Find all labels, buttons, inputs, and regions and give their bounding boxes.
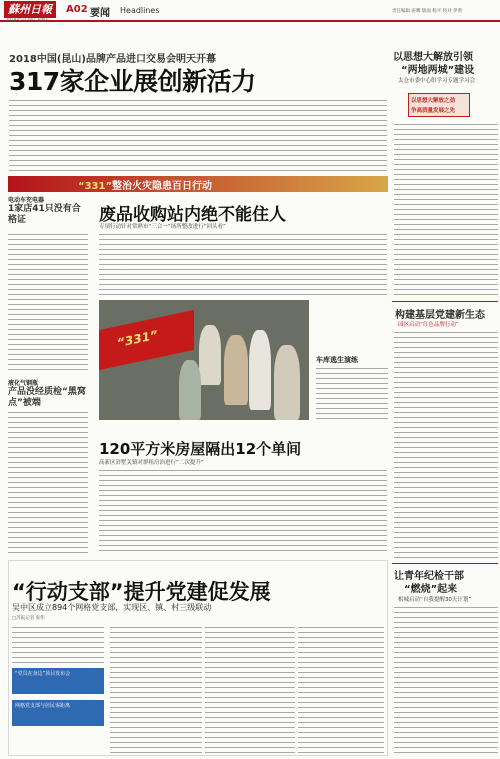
right-story1-sub: 太仓市委中心组学习专题学习会: [398, 78, 476, 84]
right-story3-headline-2: “燃烧”起来: [404, 584, 458, 595]
right-divider-2: [392, 563, 498, 564]
photo-red-banner: “331”: [99, 310, 194, 370]
story3-headline: 120平方米房屋隔出12个单间: [99, 440, 302, 458]
story3-subheadline: 高新区浒墅关镇对群租房治进行“二次提升”: [99, 460, 204, 466]
right-story1-headline-2: “两地两城”建设: [401, 65, 475, 76]
section-title: 要闻: [90, 8, 110, 19]
story2-subheadline: 专项行动针对常熟市“三合一”场所整改进行“回头看”: [99, 224, 226, 230]
right-story3-headline: 让青年纪检干部: [394, 571, 464, 582]
side-item2-title: 液化气钢瓶: [8, 380, 39, 387]
right-story1-headline: 以思想大解放引领: [393, 52, 473, 63]
photo-figure: [224, 335, 248, 405]
bottom-body-col4: [298, 625, 384, 753]
photo-figure: [249, 330, 271, 410]
right-divider: [392, 301, 498, 302]
side-item2-sub: 产品没经质检“黑窝点”被端: [8, 387, 86, 408]
bottom-infobox-2: 网格党支部与居民零距离: [12, 700, 104, 726]
bottom-infobox-1: “党员在身边”项目发布会: [12, 668, 104, 694]
campaign-banner-text: “331”整治火灾隐患百日行动: [78, 181, 213, 192]
lead-body-text: [9, 98, 387, 172]
section-title-en: Headlines: [120, 6, 160, 15]
right-story2-body: [394, 330, 498, 560]
masthead: [0, 0, 500, 22]
bottom-body-col3: [205, 625, 295, 753]
editors-line: 责任编辑 雀鹰 版面 杨平 校对 伊黄: [392, 9, 463, 14]
side-item1-title: 电动车充电器: [8, 197, 45, 204]
lead-headline: 317家企业展创新活力: [9, 67, 256, 96]
story3-body: [99, 468, 387, 554]
bottom-body: [12, 625, 104, 665]
right-story3-body: [394, 605, 498, 755]
side-item1-sub: 1家店41只没有合格证: [8, 204, 81, 225]
newspaper-logo: 蘇州日報: [4, 1, 56, 18]
right-story3-sub: 相城启动“自我提醒30天计划”: [398, 597, 472, 603]
right-story2-sub: 园区启动“红色品牌行动”: [398, 322, 459, 328]
photo-figure: [199, 325, 221, 385]
page-number: A02: [66, 4, 88, 15]
photo-caption-title: 车库逃生演练: [316, 356, 358, 364]
photo-caption-body: [316, 366, 388, 420]
right-story1-stamp: 以思想大解放之劲 争高质量发展之先: [408, 93, 470, 117]
bottom-headline: “行动支部”提升党建促发展: [12, 580, 271, 604]
side-item2-body: [8, 410, 88, 555]
photo-figure: [274, 345, 300, 420]
bottom-body-col2: [110, 625, 202, 753]
campaign-banner: [8, 176, 388, 192]
bottom-byline: □苏报记者 张伟: [12, 616, 45, 621]
issue-date: 2018年5月18日 星期五: [6, 17, 50, 22]
photo-figure: [179, 360, 201, 420]
left-side-column: [8, 195, 88, 226]
left-side-column-2: [8, 378, 88, 409]
fire-drill-photo: [99, 300, 309, 420]
story2-body: [99, 232, 387, 296]
right-story2-headline: 构建基层党建新生态: [395, 310, 485, 321]
side-item1-body: [8, 232, 88, 370]
story2-headline: 废品收购站内绝不能住人: [99, 205, 286, 225]
right-story1-body: [394, 122, 498, 297]
bottom-subheadline: 吴中区成立894个网格党支部，实现区、镇、村三级联动: [12, 603, 212, 612]
lead-kicker: 2018中国(昆山)品牌产品进口交易会明天开幕: [9, 54, 216, 65]
